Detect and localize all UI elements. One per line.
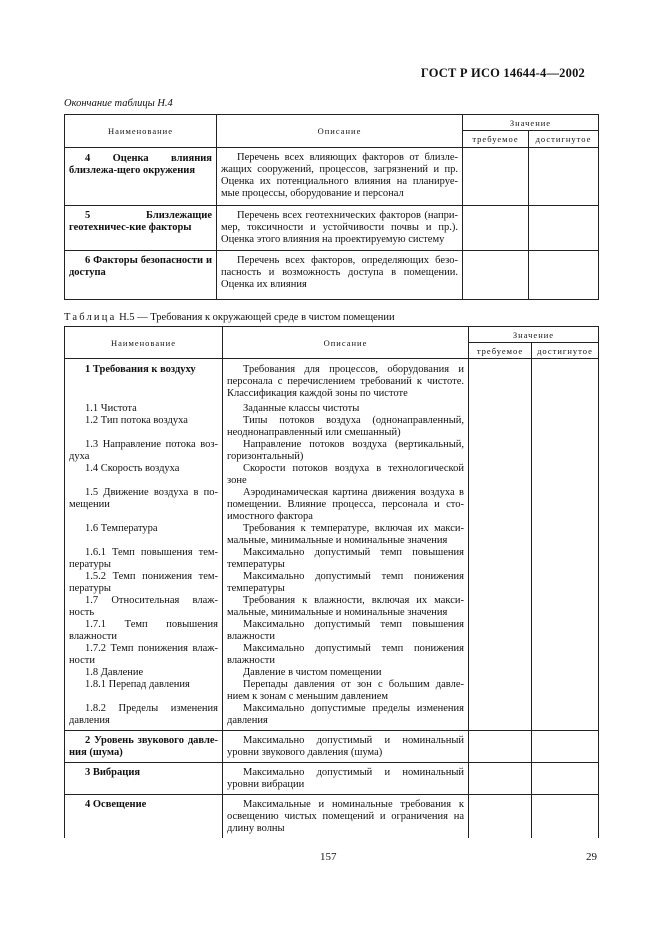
row-name: 4 Освещение [85,799,147,810]
table-row [65,735,599,763]
row-description: Перепады давления от зон с большим давле-нием к зонам с меньшим давлением [223,679,469,703]
row-name: 1.3 Направление потока воз-духа [69,439,218,462]
row-description: Максимально допустимые пределы изменения давления [223,703,469,731]
table-row [65,595,599,619]
table-row [65,667,599,679]
row-description: Максимально допустимый и номинальный уровни вибрации [223,767,469,795]
col-header-description: Описание [223,327,469,359]
table-row: 4 Оценка влияния близлежа-щего окружения Перечень всех влияющих факторов от близле-жащих сооружений, процессов, загрязнений и пр. Оценка их потенциального влияния на планируе-мые процессы, оборудование и персонал [65,152,599,206]
table-h5 [64,326,599,838]
row-description: Аэродинамическая картина движения воздуха в помещении. Влияние процесса, персонала и сто-имостного фактора [223,487,469,523]
table-row [65,643,599,667]
row-name: 1.4 Скорость воздуха [85,463,180,474]
col-header-name: Наименование [65,327,223,359]
row-name: 1.8.1 Перепад давления [85,679,190,690]
table-row [65,523,599,547]
row-name: 1.7 Относительная влаж-ность [69,595,218,618]
row-name: 1.6.1 Темп повышения тем-пературы [69,547,218,570]
table-row [65,619,599,643]
table1-caption: Окончание таблицы Н.4 [64,98,173,109]
row-description: Максимально допустимый темп повышения влажности [223,619,469,643]
row-description: Требования к влажности, включая их макси-мальные, минимальные и номинальные значения [223,595,469,619]
row-name: 1.8.2 Пределы изменения давления [69,703,218,726]
document-id: ГОСТ Р ИСО 14644-4—2002 [420,66,585,80]
table2-caption: Таблица Н.5 — Требования к окружающей среде в чистом помещении [64,312,395,323]
row-description: Давление в чистом помещении [223,667,469,679]
col-header-required: требуемое [469,343,532,359]
col-header-name: Наименование [65,115,217,148]
col-header-description: Описание [217,115,463,148]
row-description: Скорости потоков воздуха в технологической зоне [223,463,469,487]
table-row [65,767,599,795]
row-description: Направление потоков воздуха (вертикальный, горизонтальный) [223,439,469,463]
row-name: 1.8 Давление [85,667,144,678]
row-name: 1.5 Движение воздуха в по-мещении [69,487,218,510]
page-number-center: 157 [320,851,337,863]
row-description: Требования для процессов, оборудования и персонала с перечислением требований к чистоте. Классификация каждой зоны по чистоте [223,364,469,403]
table-row [65,439,599,463]
col-header-value: Значение [469,327,599,343]
row-description: Типы потоков воздуха (однонаправленный, неоднонаправленный или смешанный) [223,415,469,439]
row-name: 3 Вибрация [85,767,141,778]
row-description: Максимально допустимый темп понижения температуры [223,571,469,595]
table-row: 6 Факторы безопасности и доступа Перечень всех факторов, определяющих безо-пасность и возможность доступа в помещении. Оценка их влияния [65,251,599,300]
col-header-achieved: достигнутое [529,131,599,148]
table-row [65,547,599,571]
table-row [65,364,599,403]
row-description: Максимальные и номинальные требования к освещению чистых помещений и ограничения на длину волны [223,799,469,838]
row-name: 1.6 Температура [85,523,158,534]
table-row [65,415,599,439]
col-header-achieved: достигнутое [532,343,599,359]
table-row [65,571,599,595]
row-name: 1.2 Тип потока воздуха [85,415,188,426]
table-row [65,799,599,838]
row-name: 1.1 Чистота [85,403,137,414]
table-row [65,463,599,487]
table-row [65,679,599,703]
row-description: Максимально допустимый темп понижения влажности [223,643,469,667]
row-description: Максимально допустимый темп повышения температуры [223,547,469,571]
page-number-right: 29 [586,851,597,863]
table-row [65,403,599,415]
col-header-value: Значение [463,115,599,131]
row-name: 1 Требования к воздуху [85,364,196,375]
row-description: Заданные классы чистоты [223,403,469,415]
col-header-required: требуемое [463,131,529,148]
row-name: 1.7.1 Темп повышения влажности [69,619,218,642]
row-name: 2 Уровень звукового давле-ния (шума) [69,735,218,758]
row-description: Требования к температуре, включая их макси-мальные, минимальные и номинальные значения [223,523,469,547]
table-row: 5 Близлежащие геотехничес-кие факторы Перечень всех геотехнических факторов (напри-мер, токсичности и устойчивости почвы и пр.). Оценка этого влияния на проектируемую систему [65,206,599,251]
row-name: 1.7.2 Темп понижения влаж-ности [69,643,218,666]
table-h4-continuation [64,114,599,300]
table-row [65,703,599,731]
table-row [65,487,599,523]
row-name: 1.5.2 Темп понижения тем-пературы [69,571,218,594]
row-description: Максимально допустимый и номинальный уровни звукового давления (шума) [223,735,469,763]
